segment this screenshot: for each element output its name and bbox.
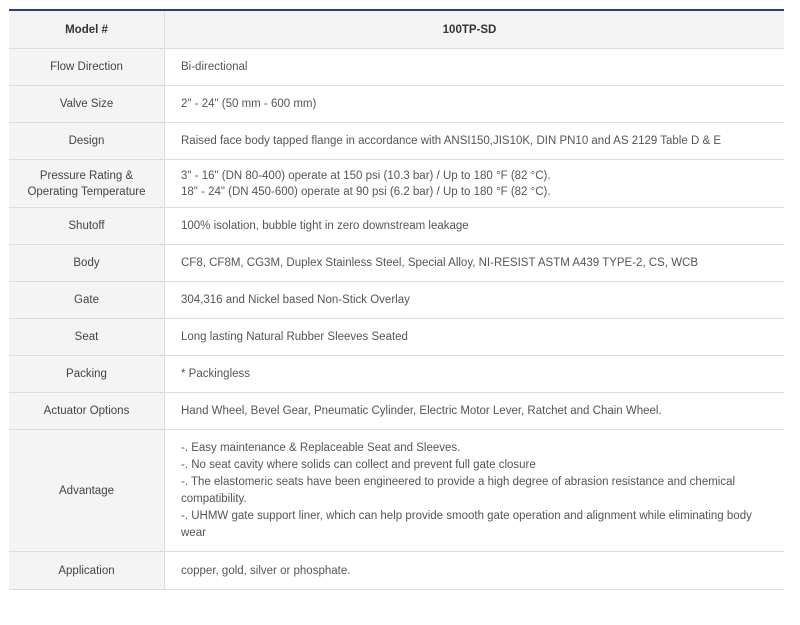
model-value: 100TP-SD — [165, 10, 785, 49]
row-value-line: 18" - 24" (DN 450-600) operate at 90 psi (6.2 bar) / Up to 180 °F (82 °C). — [181, 185, 551, 198]
table-row-body — [9, 245, 784, 282]
row-value: copper, gold, silver or phosphate. — [165, 552, 785, 590]
table-row-packing — [9, 356, 784, 393]
advantage-line: compatibility. — [181, 492, 247, 505]
row-label-line: Pressure Rating & — [39, 169, 134, 182]
row-label: Packing — [9, 356, 165, 393]
advantage-line: wear — [181, 526, 206, 539]
advantage-line: -. Easy maintenance & Replaceable Seat and Sleeves. — [181, 441, 461, 454]
table-row-flow-direction — [9, 49, 784, 86]
row-value: CF8, CF8M, CG3M, Duplex Stainless Steel, Special Alloy, NI-RESIST ASTM A439 TYPE-2, CS, WCB — [165, 245, 785, 282]
table-row-application — [9, 552, 784, 590]
row-label: Body — [9, 245, 165, 282]
row-label-line: Operating Temperature — [27, 185, 146, 198]
row-label — [9, 160, 165, 208]
table-row-valve-size — [9, 86, 784, 123]
table-row-pressure-rating — [9, 160, 784, 208]
row-label: Actuator Options — [9, 393, 165, 430]
row-value — [165, 430, 785, 552]
row-value: 304,316 and Nickel based Non-Stick Overlay — [165, 282, 785, 319]
row-label: Valve Size — [9, 86, 165, 123]
model-label: Model # — [9, 10, 165, 49]
table-header-row — [9, 10, 784, 49]
table-row-seat — [9, 319, 784, 356]
row-value: Long lasting Natural Rubber Sleeves Seated — [165, 319, 785, 356]
row-label: Design — [9, 123, 165, 160]
advantage-line: -. The elastomeric seats have been engineered to provide a high degree of abrasion resistance and chemical — [181, 475, 736, 488]
row-value-line: 3" - 16" (DN 80-400) operate at 150 psi (10.3 bar) / Up to 180 °F (82 °C). — [181, 169, 551, 182]
row-value: Raised face body tapped flange in accordance with ANSI150,JIS10K, DIN PN10 and AS 2129 Table D & E — [165, 123, 785, 160]
table-row-gate — [9, 282, 784, 319]
row-label: Shutoff — [9, 208, 165, 245]
row-value: * Packingless — [165, 356, 785, 393]
row-label: Flow Direction — [9, 49, 165, 86]
table-row-advantage — [9, 430, 784, 552]
row-label: Seat — [9, 319, 165, 356]
row-value: 2" - 24" (50 mm - 600 mm) — [165, 86, 785, 123]
table-row-design — [9, 123, 784, 160]
row-value: 100% isolation, bubble tight in zero downstream leakage — [165, 208, 785, 245]
row-label: Gate — [9, 282, 165, 319]
table-row-actuator-options — [9, 393, 784, 430]
table-row-shutoff — [9, 208, 784, 245]
spec-table — [9, 9, 784, 590]
row-label: Application — [9, 552, 165, 590]
advantage-line: -. UHMW gate support liner, which can help provide smooth gate operation and alignment while eliminating body — [181, 509, 752, 522]
advantage-line: -. No seat cavity where solids can collect and prevent full gate closure — [181, 458, 536, 471]
row-value — [165, 160, 785, 208]
row-label: Advantage — [9, 430, 165, 552]
row-value: Hand Wheel, Bevel Gear, Pneumatic Cylinder, Electric Motor Lever, Ratchet and Chain Wheel. — [165, 393, 785, 430]
row-value: Bi-directional — [165, 49, 785, 86]
